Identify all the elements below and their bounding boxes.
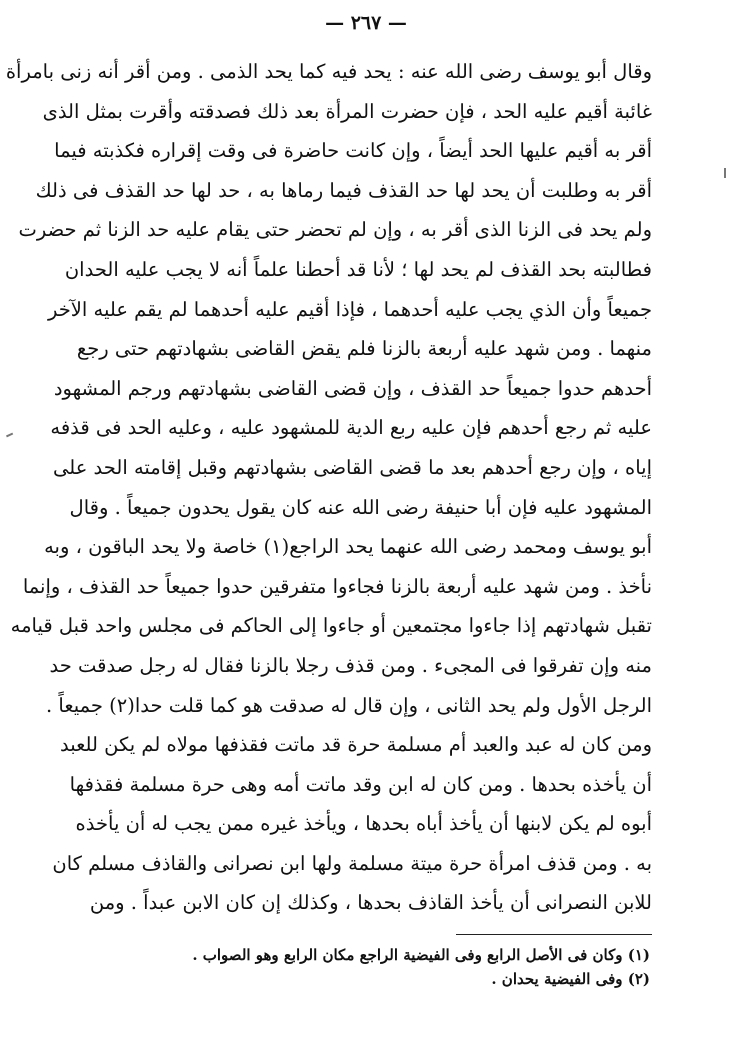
- body-line-9: أحدهم حدوا جميعاً حد القذف ، وإن قضى القاضى بشهادتهم ورجم المشهود: [53, 376, 652, 400]
- body-text: [5, 52, 652, 923]
- body-line-18: ومن كان له عبد والعبد أم مسلمة حرة قد ماتت فقذفها مولاه لم يكن للعبد: [60, 733, 652, 757]
- body-line-22: للابن النصرانى أن يأخذ القاذف بحدها ، وكذلك إن كان الابن عبداً . ومن: [89, 891, 652, 915]
- body-line-1: وقال أبو يوسف رضى الله عنه : يحد فيه كما يحد الذمى . ومن أقر أنه زنى بامرأة: [5, 60, 652, 83]
- body-line-12: المشهود عليه فإن أبا حنيفة رضى الله عنه كان يقول يحدون جميعاً . وقال: [69, 495, 652, 519]
- body-line-19: أن يأخذه بحدها . ومن كان له ابن وقد ماتت أمه وهى حرة مسلمة فقذفها: [69, 772, 652, 796]
- margin-mark-left: [6, 433, 13, 437]
- footnote-divider: [456, 934, 652, 935]
- body-line-10: عليه ثم رجع أحدهم فإن عليه ربع الدية للمشهود عليه ، وعليه الحد فى قذفه: [50, 416, 652, 440]
- body-line-20: أبوه لم يكن لابنها أن يأخذ أباه بحدها ، ويأخذ غيره ممن يجب له أن يأخذه: [75, 812, 652, 836]
- body-line-7: جميعاً وأن الذي يجب عليه أحدهما ، فإذا أقيم عليه أحدهما لم يقم عليه الآخر: [47, 297, 652, 321]
- body-line-5: ولم يحد فى الزنا الذى أقر به ، وإن لم تحضر حتى يقام عليه حد الزنا ثم حضرت: [18, 218, 652, 242]
- body-line-21: به . ومن قذف امرأة حرة ميتة مسلمة ولها ابن نصرانى والقاذف مسلم كان: [52, 851, 652, 875]
- body-line-16: منه وإن تفرقوا فى المجىء . ومن قذف رجلا بالزنا فقال له رجل صدقت حد: [49, 653, 652, 677]
- footnotes: [160, 943, 650, 991]
- page-number: — ٢٦٧ —: [325, 12, 407, 34]
- body-line-13: أبو يوسف ومحمد رضى الله عنهما يحد الراجع(١) خاصة ولا يحد الباقون ، وبه: [44, 535, 652, 559]
- margin-mark-right: [724, 168, 726, 178]
- body-line-8: منهما . ومن شهد عليه أربعة بالزنا فلم يقض القاضى بشهادتهم حتى رجع: [76, 337, 652, 361]
- body-line-17: الرجل الأول ولم يحد الثانى ، وإن قال له صدقت هو كما قلت حدا(٢) جميعاً .: [46, 693, 652, 717]
- body-line-15: تقبل شهادتهم إذا جاءوا مجتمعين أو جاءوا إلى الحاكم فى مجلس واحد قبل قيامه: [10, 614, 652, 638]
- body-line-11: إياه ، وإن رجع أحدهم بعد ما قضى القاضى بشهادتهم وقبل إقامته الحد على: [53, 455, 652, 479]
- body-line-2: غائبة أقيم عليه الحد ، فإن حضرت المرأة بعد ذلك فصدقته وأقرت بمثل الذى: [42, 99, 652, 123]
- body-line-4: أقر به وطلبت أن يحد لها حد القذف فيما رماها به ، حد لها حد القذف فى ذلك: [35, 178, 652, 202]
- body-line-6: فطالبته بحد القذف لم يحد لها ؛ لأنا قد أحطنا علماً أنه لا يجب عليه الحدان: [64, 257, 652, 281]
- footnote-1: (١) وكان فى الأصل الرابع وفى الفيضية الراجع مكان الرابع وهو الصواب .: [192, 946, 650, 964]
- footnote-2: (٢) وفى الفيضية يحدان .: [491, 970, 650, 988]
- body-line-3: أقر به أقيم عليها الحد أيضاً ، وإن كانت حاضرة فى وقت إقراره فكذبته فيما: [54, 139, 652, 163]
- body-line-14: نأخذ . ومن شهد عليه أربعة بالزنا فجاءوا متفرقين حدوا جميعاً حد القذف ، وإنما: [22, 574, 652, 598]
